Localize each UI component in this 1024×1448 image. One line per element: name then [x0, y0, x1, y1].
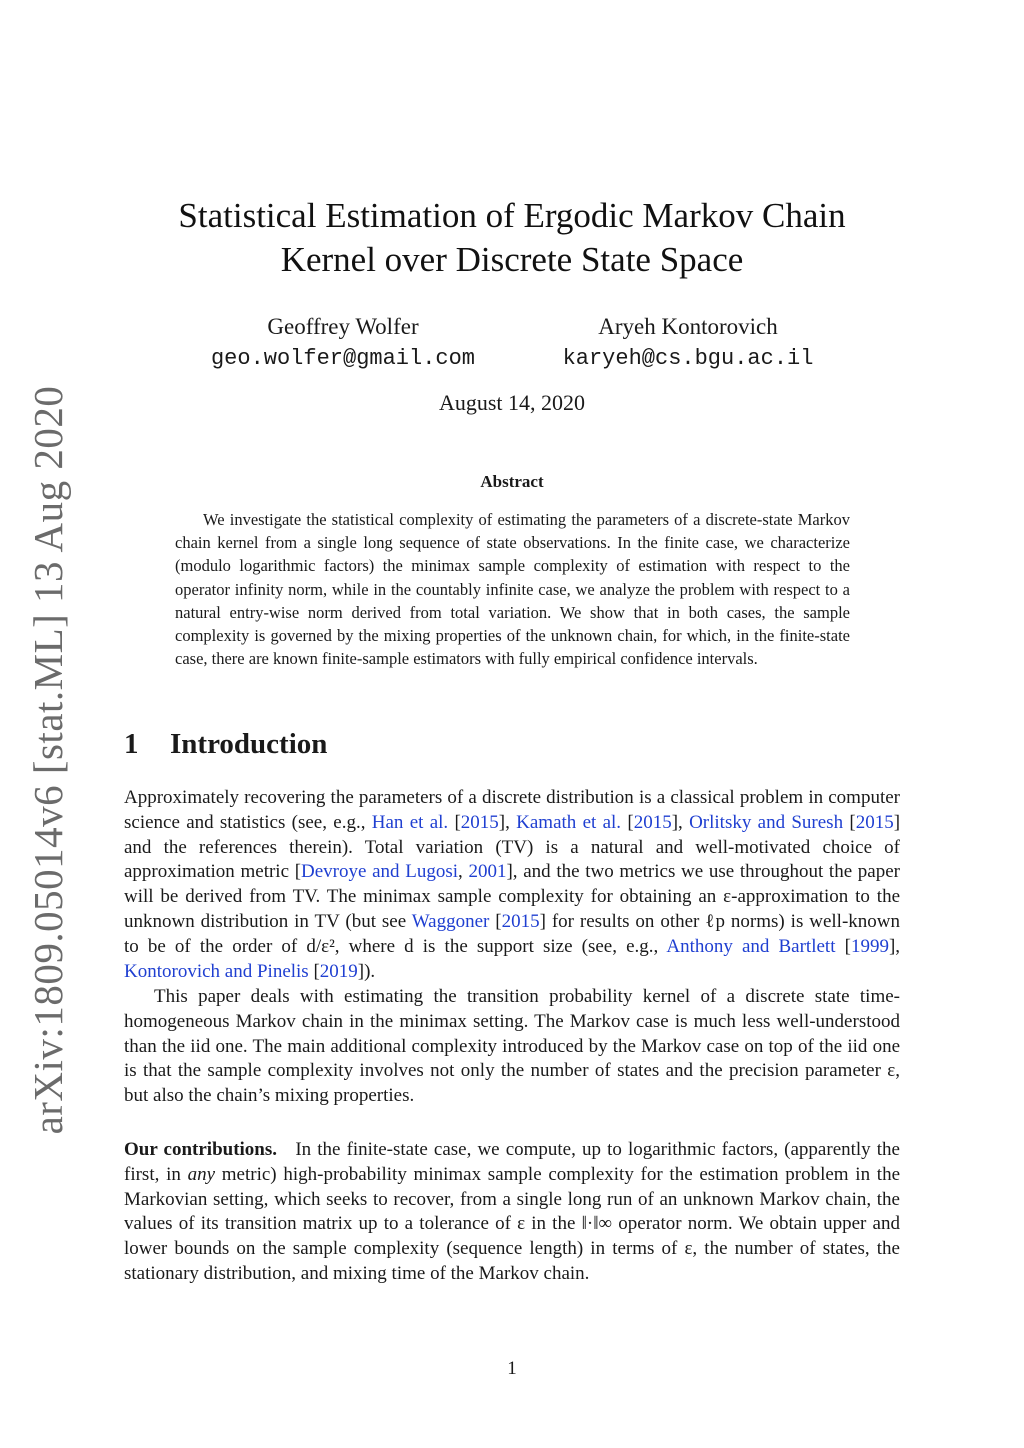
citation-year-link[interactable]: 2015 — [855, 811, 894, 833]
citation-link[interactable]: Han et al. — [371, 811, 449, 833]
text-run: Approximately recovering the parameters of a discrete distribution is a classical problem in computer science and statistics (see, e.g., — [124, 787, 900, 833]
author-email: geo.wolfer@gmail.com — [210, 346, 476, 371]
citation-year-link[interactable]: 2015 — [501, 910, 540, 932]
intro-paragraph-2: This paper deals with estimating the transition probability kernel of a discrete state time-homogeneous Markov chain in the minimax setting. The Markov case is much less well-understood than the iid one. The main additional complexity introduced by the Markov case on top of the iid one is that the sample complexity involves not only the number of states and the precision parameter ε, but also the chain’s mixing properties. — [124, 986, 900, 1107]
text-run: [ — [308, 960, 320, 982]
text-run: ], — [498, 811, 517, 833]
text-run: [ — [835, 935, 851, 957]
section-title: Introduction — [170, 728, 328, 760]
author-name: Geoffrey Wolfer — [267, 314, 419, 339]
text-run: ], — [671, 811, 690, 833]
text-run: ] and the references therein). Total variation (TV) is a natural and well-motivated choice of approximation metric [ — [124, 811, 901, 883]
text-run: In the finite-state case, we compute, up to logarithmic factors, (apparently the first, in — [124, 1139, 900, 1185]
text-run: metric) high-probability minimax sample complexity for the estimation problem in the Markovian setting, which seeks to recover, from a single long run of an unknown Markov chain, the values of its transition matrix up to a tolerance of ε in the ‖·‖∞ operator norm. We obtain upper and lower bounds on the sample complexity (sequence length) in terms of ε, the number of states, the stationary distribution, and mixing time of the Markov chain. — [124, 1163, 901, 1284]
text-run: [ — [843, 811, 856, 833]
text-run: ]). — [357, 960, 376, 982]
author-name: Aryeh Kontorovich — [598, 314, 778, 339]
author-2 — [538, 312, 838, 374]
paper-date: August 14, 2020 — [438, 390, 586, 415]
emphasis: any — [187, 1163, 216, 1185]
text-run: [ — [489, 910, 502, 932]
arxiv-side-label: arXiv:1809.05014v6 [stat.ML] 13 Aug 2020 — [25, 385, 71, 1135]
text-run: [ — [621, 811, 634, 833]
section-heading — [124, 728, 327, 761]
citation-link[interactable]: Anthony and Bartlett — [666, 935, 836, 957]
author-email: karyeh@cs.bgu.ac.il — [562, 346, 814, 371]
intro-paragraph-1 — [124, 786, 900, 984]
title-line-1: Statistical Estimation of Ergodic Markov Chain — [178, 196, 846, 235]
abstract-text: We investigate the statistical complexity of estimating the parameters of a discrete-state Markov chain kernel from a single long sequence of state observations. In the finite case, we characterize (modulo logarithmic factors) the minimax sample complexity of estimation with respect to the operator infinity norm, while in the countably infinite case, we analyze the problem with respect to a natural entry-wise norm derived from total variation. We show that in both cases, the sample complexity is governed by the mixing properties of the unknown chain, for which, in the finite-state case, there are known finite-sample estimators with fully empirical confidence intervals. — [175, 510, 850, 669]
citation-link[interactable]: Devroye and Lugosi — [301, 861, 459, 883]
citation-link[interactable]: Kontorovich and Pinelis — [124, 960, 309, 982]
title-line-2: Kernel over Discrete State Space — [280, 240, 744, 279]
text-run: ], and the two metrics we use throughout the paper will be derived from TV. The minimax sample complexity for obtaining an ε-approximation to the unknown distribution in TV (but see — [124, 861, 901, 932]
citation-year-link[interactable]: 2001 — [468, 861, 507, 883]
page-number: 1 — [507, 1358, 517, 1379]
citation-link[interactable]: Orlitsky and Suresh — [689, 811, 844, 833]
citation-link[interactable]: Kamath et al. — [516, 811, 622, 833]
text-run: [ — [454, 811, 461, 833]
author-1 — [193, 312, 493, 374]
section-number: 1 — [124, 728, 139, 760]
text-run: ] for results on other ℓp norms) is well-known to be of the order of d/ε², where d is the support size (see, e.g., — [124, 910, 901, 957]
paper-title — [124, 194, 900, 282]
citation-year-link[interactable]: 2019 — [319, 960, 358, 982]
contributions-paragraph — [124, 1138, 900, 1287]
text-run: , — [458, 861, 469, 883]
citation-year-link[interactable]: 2015 — [633, 811, 672, 833]
citation-link[interactable]: Waggoner — [411, 910, 490, 932]
text-run: ], — [888, 935, 901, 957]
contributions-lead: Our contributions. — [124, 1139, 278, 1160]
abstract-heading: Abstract — [480, 472, 544, 491]
citation-year-link[interactable]: 2015 — [460, 811, 499, 833]
citation-year-link[interactable]: 1999 — [850, 935, 889, 957]
